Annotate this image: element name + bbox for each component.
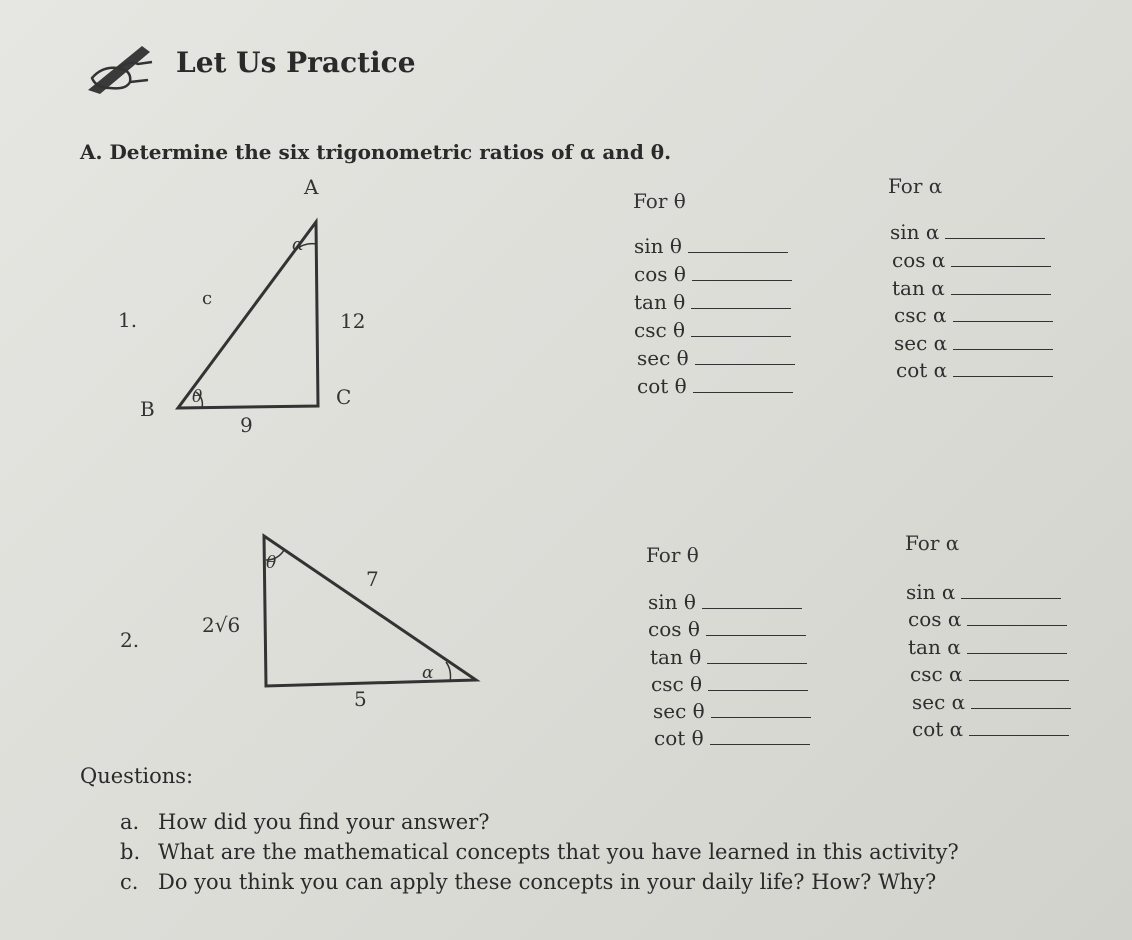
triangle-1-vertex-c: C	[336, 385, 352, 409]
problem-1-theta-row	[634, 318, 791, 342]
problem-2-theta-row	[648, 617, 806, 641]
triangle-2-diagram	[190, 520, 490, 720]
answer-blank[interactable]	[688, 251, 788, 253]
questions-title: Questions:	[80, 764, 194, 788]
ratio-label: cos θ	[634, 262, 686, 286]
ratio-label: sec θ	[653, 699, 705, 723]
section-a-instruction: A. Determine the six trigonometric ratios of α and θ.	[80, 140, 672, 164]
ratio-label: tan θ	[650, 645, 702, 669]
problem-2-alpha-row	[906, 580, 1061, 604]
triangle-1-vertex-a: A	[304, 175, 319, 199]
problem-2-alpha-row	[910, 662, 1069, 686]
problem-1-theta-row	[634, 234, 788, 258]
triangle-1-side-12: 12	[340, 309, 366, 333]
answer-blank[interactable]	[953, 375, 1053, 377]
problem-2-number: 2.	[120, 628, 140, 652]
answer-blank[interactable]	[951, 293, 1051, 295]
problem-1-alpha-row	[892, 276, 1051, 300]
triangle-2-angle-alpha: α	[422, 663, 434, 683]
answer-blank[interactable]	[967, 652, 1067, 654]
ratio-label: cot θ	[637, 374, 687, 398]
problem-1-theta-row	[637, 374, 793, 398]
answer-blank[interactable]	[951, 265, 1051, 267]
problem-2-theta-row	[648, 590, 802, 614]
problem-2-theta-row	[653, 699, 811, 723]
problem-1-alpha-row	[892, 248, 1051, 272]
question-letter: c.	[120, 870, 139, 894]
question-b	[120, 840, 959, 864]
triangle-1-angle-theta: θ	[192, 387, 203, 407]
answer-blank[interactable]	[971, 707, 1071, 709]
question-letter: b.	[120, 840, 141, 864]
answer-blank[interactable]	[702, 607, 802, 609]
problem-1-for-theta-label: For θ	[633, 189, 686, 213]
problem-1-number: 1.	[118, 308, 138, 332]
problem-2-alpha-row	[908, 635, 1067, 659]
ratio-label: csc α	[894, 303, 947, 327]
ratio-label: sec α	[894, 331, 948, 355]
ratio-label: sec θ	[637, 346, 689, 370]
triangle-1-vertex-b: B	[140, 397, 155, 421]
problem-2-alpha-row	[912, 717, 1069, 741]
ratio-label: sin α	[906, 580, 956, 604]
problem-2-theta-row	[651, 672, 808, 696]
pencil-hand-icon	[82, 38, 162, 98]
ratio-label: cos θ	[648, 617, 700, 641]
ratio-label: tan α	[892, 276, 945, 300]
triangle-1-angle-alpha: α	[292, 235, 304, 255]
problem-1-theta-row	[634, 262, 792, 286]
problem-2-theta-row	[650, 645, 807, 669]
problem-2-theta-row	[654, 726, 810, 750]
answer-blank[interactable]	[711, 716, 811, 718]
ratio-label: sec α	[912, 690, 966, 714]
triangle-2-side-2root6: 2√6	[202, 613, 241, 637]
triangle-2-shape	[264, 536, 476, 686]
triangle-2-side-7: 7	[366, 567, 379, 591]
triangle-2-side-5: 5	[354, 687, 367, 711]
ratio-label: cot θ	[654, 726, 704, 750]
answer-blank[interactable]	[693, 391, 793, 393]
ratio-label: csc θ	[634, 318, 686, 342]
ratio-label: sin α	[890, 220, 940, 244]
question-text: What are the mathematical concepts that you have learned in this activity?	[158, 840, 959, 864]
answer-blank[interactable]	[706, 634, 806, 636]
answer-blank[interactable]	[967, 624, 1067, 626]
question-text: How did you find your answer?	[158, 810, 490, 834]
problem-2-alpha-row	[908, 607, 1067, 631]
answer-blank[interactable]	[953, 348, 1053, 350]
triangle-2-angle-theta: θ	[266, 553, 277, 573]
header-icon	[82, 38, 162, 98]
answer-blank[interactable]	[708, 689, 808, 691]
answer-blank[interactable]	[707, 662, 807, 664]
problem-1-alpha-row	[894, 331, 1053, 355]
answer-blank[interactable]	[691, 335, 791, 337]
question-text: Do you think you can apply these concepts in your daily life? How? Why?	[158, 870, 937, 894]
ratio-label: sin θ	[648, 590, 696, 614]
ratio-label: cot α	[912, 717, 964, 741]
ratio-label: csc α	[910, 662, 963, 686]
question-c	[120, 870, 936, 894]
ratio-label: tan α	[908, 635, 961, 659]
problem-1-alpha-row	[894, 303, 1053, 327]
answer-blank[interactable]	[961, 597, 1061, 599]
triangle-1-diagram	[130, 170, 390, 440]
problem-1-alpha-row	[890, 220, 1045, 244]
answer-blank[interactable]	[953, 320, 1053, 322]
problem-1-for-alpha-label: For α	[888, 174, 943, 198]
answer-blank[interactable]	[969, 734, 1069, 736]
problem-1-alpha-row	[896, 358, 1053, 382]
answer-blank[interactable]	[969, 679, 1069, 681]
ratio-label: cos α	[892, 248, 946, 272]
triangle-1-side-9: 9	[240, 413, 253, 437]
ratio-label: cot α	[896, 358, 948, 382]
ratio-label: csc θ	[651, 672, 703, 696]
question-letter: a.	[120, 810, 140, 834]
problem-2-alpha-row	[912, 690, 1071, 714]
problem-2-for-alpha-label: For α	[905, 531, 960, 555]
answer-blank[interactable]	[695, 363, 795, 365]
page-title: Let Us Practice	[176, 46, 416, 79]
ratio-label: sin θ	[634, 234, 682, 258]
answer-blank[interactable]	[692, 279, 792, 281]
triangle-1-side-c: c	[202, 288, 213, 309]
ratio-label: tan θ	[634, 290, 686, 314]
answer-blank[interactable]	[691, 307, 791, 309]
problem-1-theta-row	[637, 346, 795, 370]
answer-blank[interactable]	[945, 237, 1045, 239]
triangle-2-angle-arc-right	[446, 662, 451, 682]
answer-blank[interactable]	[710, 743, 810, 745]
ratio-label: cos α	[908, 607, 962, 631]
question-a	[120, 810, 490, 834]
problem-2-for-theta-label: For θ	[646, 543, 699, 567]
problem-1-theta-row	[634, 290, 791, 314]
